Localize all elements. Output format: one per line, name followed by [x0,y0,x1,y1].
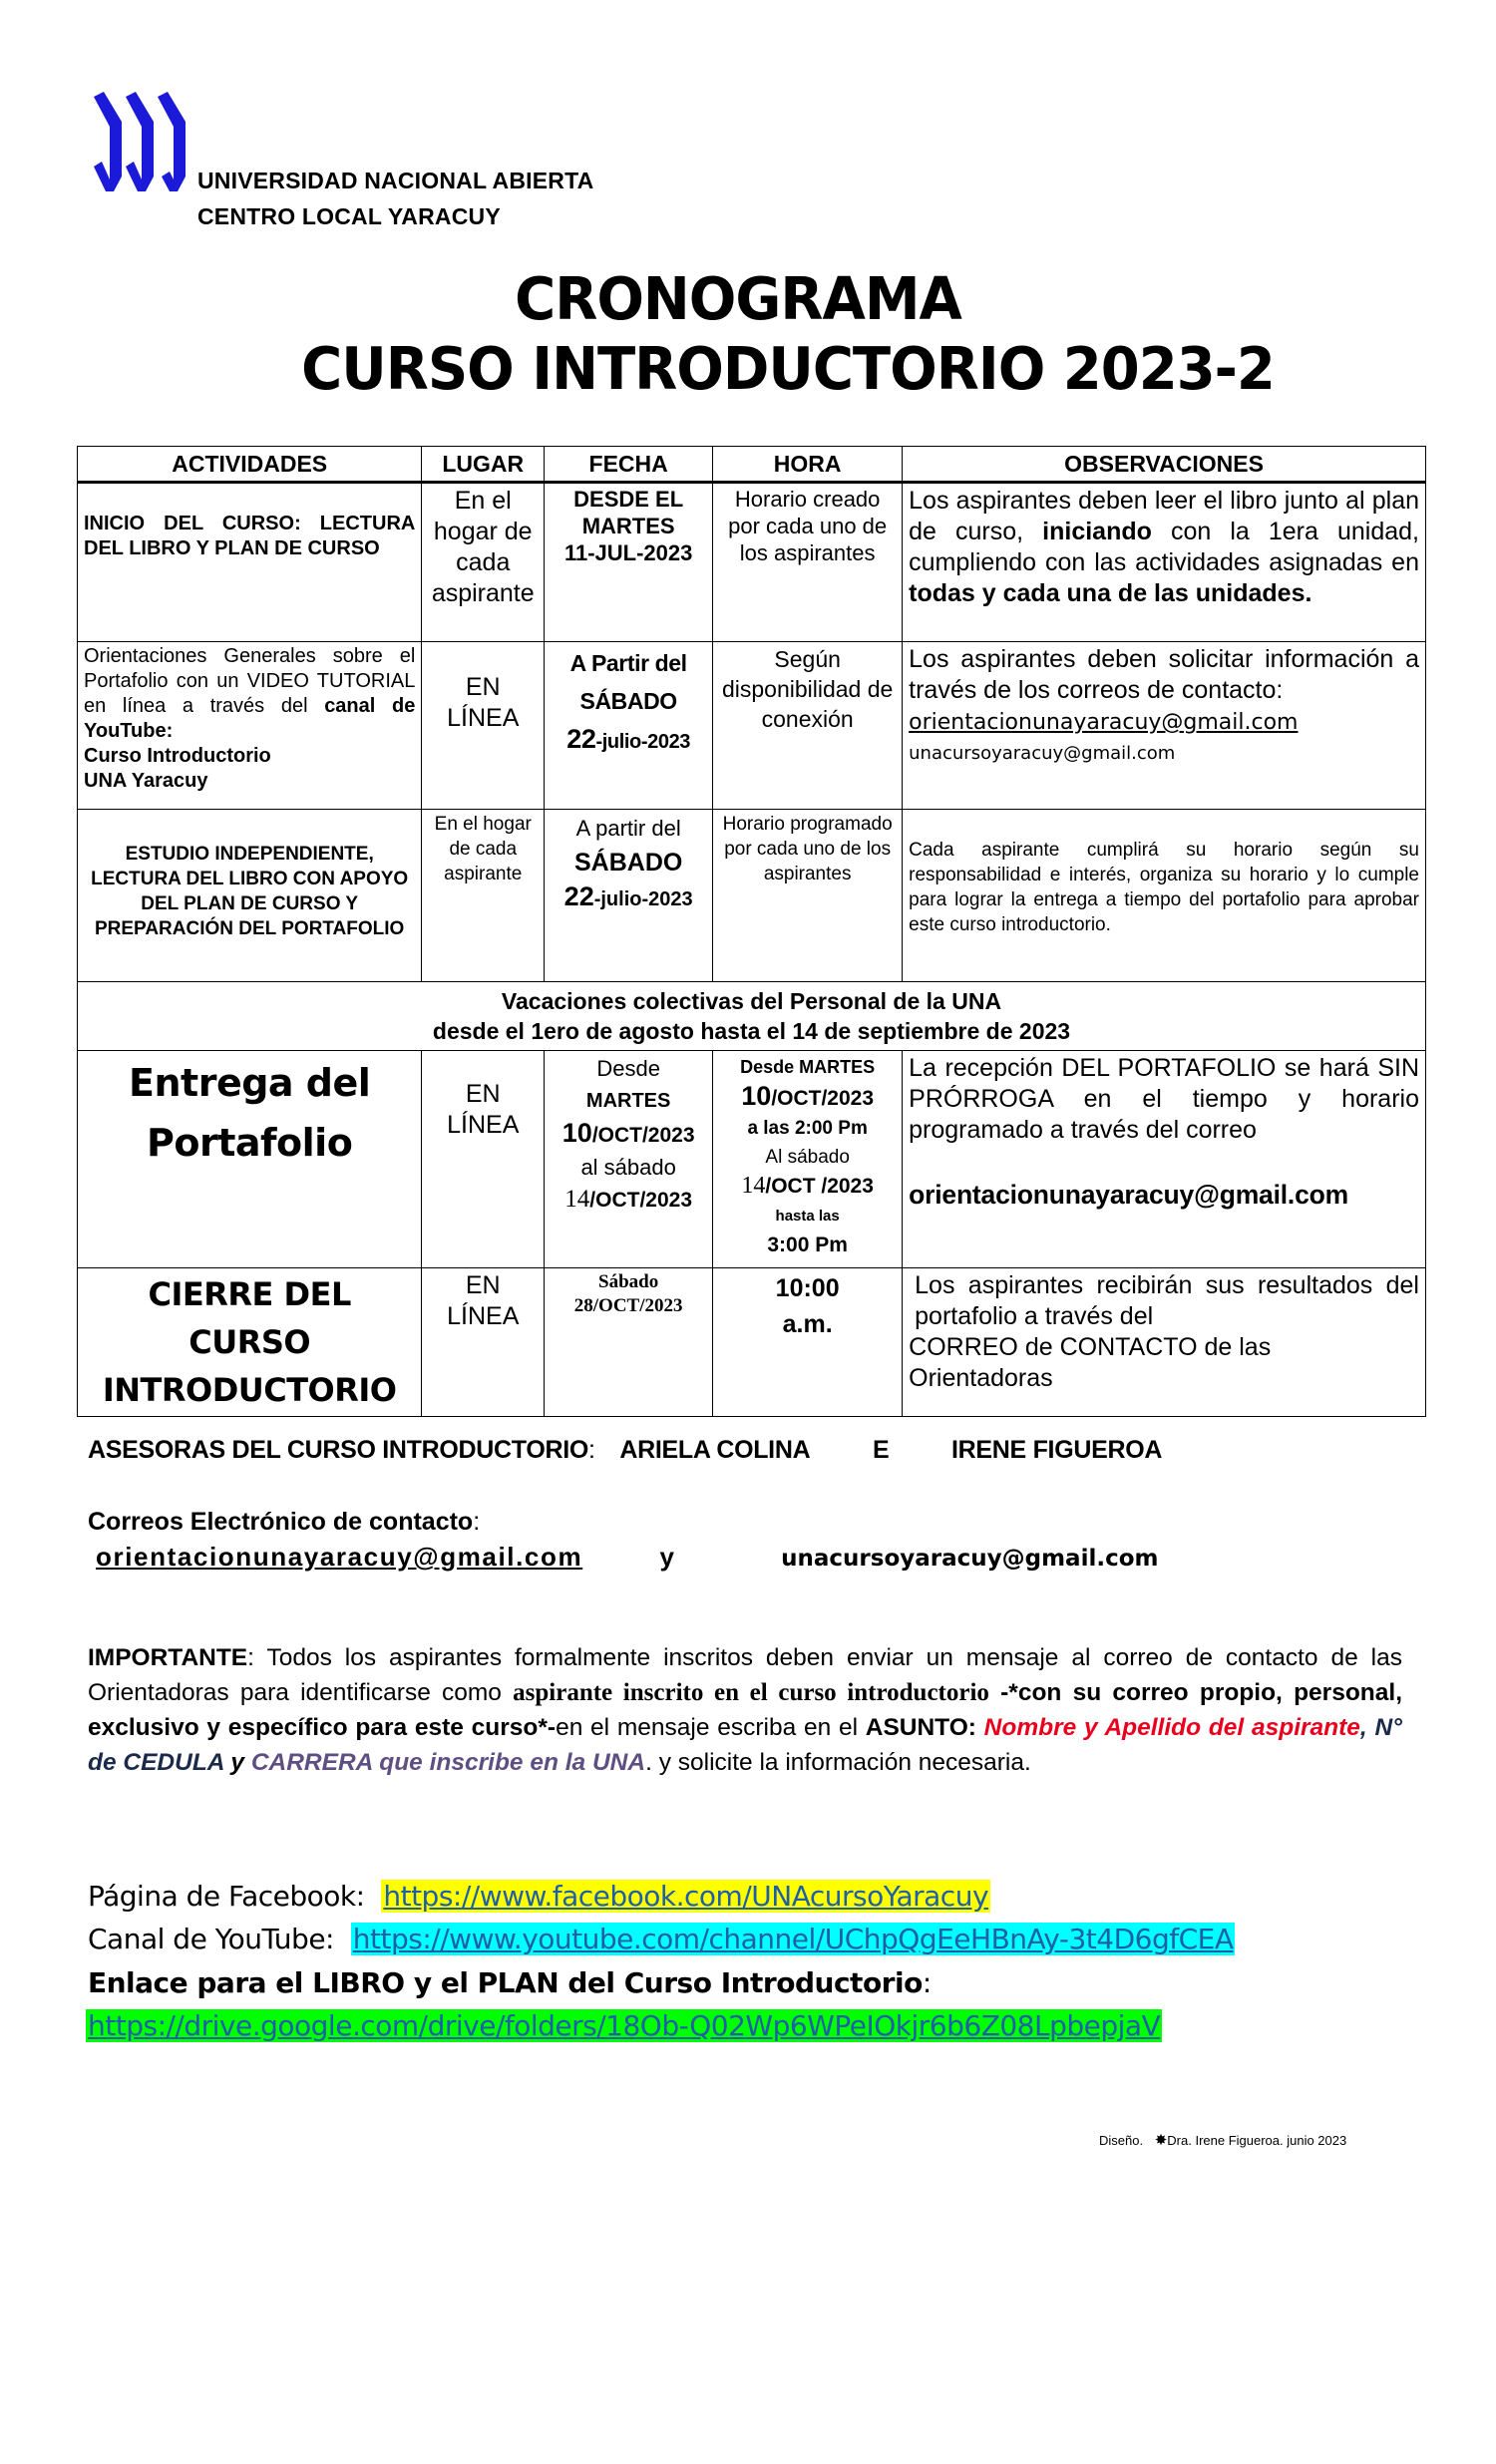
cell-actividad: Entrega del Portafolio [78,1051,422,1268]
cell-observaciones [903,642,1426,810]
fecha-line: SÁBADO [573,849,683,877]
fecha-line: al sábado [580,1155,676,1180]
facebook-label: Página de Facebook: [88,1880,382,1913]
column-header-observaciones: OBSERVACIONES [903,447,1426,483]
vacation-notice [78,982,1426,1051]
important-label: IMPORTANTE [88,1644,248,1671]
vacation-row [78,982,1426,1051]
obs-text: La recepción DEL PORTAFOLIO se hará SIN PRÓRROGA en el tiempo y horario programado a través del correo [909,1054,1419,1144]
hora-month-year: /OCT /2023 [765,1175,874,1198]
cell-actividad: ESTUDIO INDEPENDIENTE, LECTURA DEL LIBRO CON APOYO DEL PLAN DE CURSO Y PREPARACIÓN DEL PORTAFOLIO [78,810,422,982]
hora-line [719,1172,896,1202]
notice-text: en el mensaje escriba en el [556,1714,866,1741]
actividad-bold: canal de YouTube: [84,695,416,742]
drive-folder-link[interactable]: https://drive.google.com/drive/folders/18Ob-Q02Wp6WPeIOkjr6b6Z08LpbepjaV [88,2009,1161,2042]
obs-text: Los aspirantes deben solicitar información a través de los correos de contacto: [909,645,1419,704]
facebook-link[interactable]: https://www.facebook.com/UNAcursoYaracuy [383,1880,989,1913]
hora-line: a.m. [782,1310,833,1338]
fecha-line: A partir del [575,816,681,841]
fecha-line [551,1117,706,1152]
cell-fecha [545,1268,713,1417]
cell-observaciones: Cada aspirante cumplirá su horario según su responsabilidad e interés, organiza su horario y lo cumple para lograr la entrega a tiempo del portafolio para aprobar este curso introductorio. [903,810,1426,982]
fecha-line [551,720,706,761]
book-plan-label [88,1966,932,1999]
facebook-line [88,1880,990,1913]
book-plan-colon: : [922,1966,932,1999]
page-title: CRONOGRAMA [515,265,961,334]
hora-line: Al sábado [765,1147,850,1168]
hora-line: 10:00 [775,1274,840,1302]
contact-emails-conjunction: y [659,1542,674,1572]
cell-observaciones [903,1051,1426,1268]
advisor-name: IRENE FIGUEROA [951,1436,1163,1464]
advisors-conjunction: E [873,1436,890,1464]
fecha-month-year: -julio-2023 [593,888,693,910]
una-logo-icon [92,92,191,191]
notice-highlight-red: Nombre y Apellido del aspirante [983,1714,1360,1741]
fecha-line [551,1184,706,1217]
youtube-line [88,1923,1235,1955]
contact-email-text[interactable]: unacursoyaracuy@gmail.com [781,1546,1159,1572]
fecha-month-year: -julio-2023 [595,731,691,753]
cell-lugar: EN LÍNEA [422,642,545,810]
cell-observaciones [903,1268,1426,1417]
design-label: Diseño. [1099,2133,1144,2148]
cell-fecha [545,483,713,642]
table-row [78,1051,1426,1268]
cell-fecha [545,1051,713,1268]
cell-hora: Horario programado por cada uno de los aspirantes [713,810,903,982]
contact-label-text: Correos Electrónico de contacto [88,1508,474,1536]
fecha-line: A Partir del [569,650,687,676]
local-center-name: CENTRO LOCAL YARACUY [197,203,501,229]
cell-lugar: EN LÍNEA [422,1268,545,1417]
obs-bold: iniciando [1042,518,1152,545]
notice-highlight-navy: N° de CEDULA [88,1714,1402,1776]
table-row [78,1268,1426,1417]
cell-actividad [78,642,422,810]
fecha-line: MARTES [585,1090,671,1112]
obs-text: con la 1era unidad, cumpliendo con las actividades asignadas en [909,518,1420,576]
obs-bold: todas y cada una de las unidades. [909,579,1312,607]
schedule-table [77,446,1426,1417]
notice-bold: -*con su correo propio, personal, exclusivo y específico para este curso*- [88,1679,1402,1741]
hora-line: Desde MARTES [740,1057,876,1077]
contact-email-link[interactable]: orientacionunayaracuy@gmail.com [909,710,1299,735]
actividad-bold: UNA Yaracuy [84,770,208,792]
fecha-line: MARTES [581,514,675,538]
hora-line [719,1082,896,1114]
notice-bold-serif: aspirante inscrito en el curso introductorio [513,1679,989,1706]
notice-bold: ASUNTO: [865,1714,984,1741]
cell-lugar: EN LÍNEA [422,1051,545,1268]
fecha-line: Desde [596,1056,660,1081]
cell-lugar: En el hogar de cada aspirante [422,810,545,982]
fecha-line [551,880,706,916]
design-credit [1099,2131,1346,2149]
contact-email-link[interactable]: orientacionunayaracuy@gmail.com [96,1542,583,1572]
obs-line: CORREO de CONTACTO de las [909,1333,1272,1361]
hora-day: 10 [741,1081,772,1111]
obs-line: Los aspirantes recibirán sus resultados del portafolio a través del [915,1271,1419,1330]
notice-text: , [1359,1714,1375,1741]
fecha-month-year: /OCT/2023 [589,1189,693,1212]
fecha-line: 11-JUL-2023 [563,540,693,565]
cell-hora [713,1051,903,1268]
contact-email-text[interactable]: unacursoyaracuy@gmail.com [909,743,1176,764]
hora-day: 14 [741,1173,766,1199]
fecha-line: Sábado [598,1271,659,1292]
fecha-month-year: /OCT/2023 [591,1124,695,1147]
notice-text: : Todos los aspirantes formalmente inscritos deben enviar un mensaje al correo de contacto de las Orientadoras para identificarse como [88,1644,1402,1706]
notice-text: . y solicite la información necesaria. [645,1749,1031,1776]
cell-observaciones [903,483,1426,642]
drive-line [88,2009,1162,2042]
table-row [78,642,1426,810]
vacation-line: Vacaciones colectivas del Personal de la UNA [501,988,1002,1014]
cell-hora [713,1268,903,1417]
cell-fecha [545,642,713,810]
contact-emails-row [96,1542,1158,1573]
cell-actividad: CIERRE DEL CURSO INTRODUCTORIO [78,1268,422,1417]
contact-emails-label: Correos Electrónico de contacto: [88,1508,481,1536]
cell-hora: Según disponibilidad de conexión [713,642,903,810]
advisor-name: ARIELA COLINA [619,1436,811,1464]
star-burst-icon: ✸ [1154,2132,1168,2149]
hora-month-year: /OCT/2023 [771,1087,875,1110]
fecha-line: DESDE EL [573,487,684,512]
institution-name: UNIVERSIDAD NACIONAL ABIERTA [197,168,594,193]
design-author: Dra. Irene Figueroa. junio 2023 [1167,2133,1347,2148]
fecha-line: 28/OCT/2023 [573,1295,683,1316]
column-header-lugar: LUGAR [422,447,545,483]
fecha-day: 22 [566,724,596,754]
advisors-line: ASESORAS DEL CURSO INTRODUCTORIO: ARIELA COLINA E IRENE FIGUEROA [88,1436,1163,1464]
notice-text: y [223,1749,251,1776]
youtube-link[interactable]: https://www.youtube.com/channel/UChpQgEeHBnAy-3t4D6gfCEA [352,1923,1234,1955]
actividad-text: Orientaciones Generales sobre el Portafolio con un VIDEO TUTORIAL en línea a través del [84,645,416,717]
column-header-hora: HORA [713,447,903,483]
portfolio-email[interactable]: orientacionunayaracuy@gmail.com [909,1180,1348,1210]
actividad-bold: Curso Introductorio [84,745,271,767]
youtube-label: Canal de YouTube: [88,1923,351,1955]
table-header-row [78,447,1426,483]
advisors-label: ASESORAS DEL CURSO INTRODUCTORIO [88,1436,589,1464]
hora-line: a las 2:00 Pm [747,1118,868,1139]
table-row [78,483,1426,642]
cell-hora: Horario creado por cada uno de los aspirantes [713,483,903,642]
fecha-line: SÁBADO [579,688,677,714]
hora-line: hasta las [775,1208,840,1225]
table-row [78,810,1426,982]
column-header-fecha: FECHA [545,447,713,483]
book-plan-label-text: Enlace para el LIBRO y el PLAN del Curso Introductorio [88,1966,923,1999]
obs-line: Orientadoras [909,1364,1053,1392]
hora-line: 3:00 Pm [767,1233,848,1256]
fecha-day: 14 [564,1186,590,1213]
vacation-line: desde el 1ero de agosto hasta el 14 de septiembre de 2023 [432,1018,1071,1044]
obs-text: Los aspirantes deben leer el libro junto al plan de curso, [909,487,1419,545]
cell-fecha [545,810,713,982]
notice-highlight-purple: CARRERA que inscribe en la UNA [250,1749,646,1776]
cell-actividad: INICIO DEL CURSO: LECTURA DEL LIBRO Y PLAN DE CURSO [78,483,422,642]
page-subtitle: CURSO INTRODUCTORIO 2023-2 [301,335,1275,404]
column-header-actividades: ACTIVIDADES [78,447,422,483]
fecha-day: 22 [563,881,594,911]
fecha-day: 10 [561,1118,592,1148]
important-notice [88,1640,1402,1780]
cell-lugar: En el hogar de cada aspirante [422,483,545,642]
